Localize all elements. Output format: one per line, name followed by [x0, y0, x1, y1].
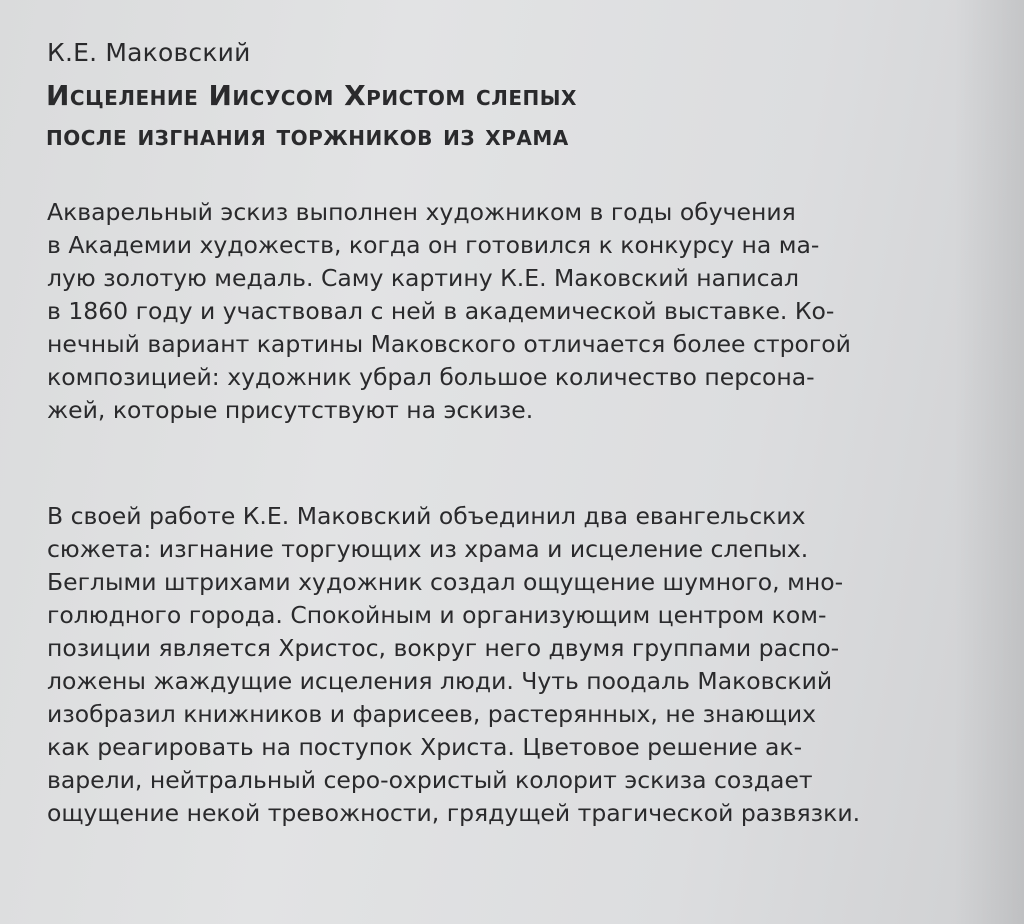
text-line: как реагировать на поступок Христа. Цветовое решение ак- — [47, 733, 803, 761]
title-line: после изгнания торжников из храма — [46, 119, 569, 152]
text-line: варели, нейтральный серо-охристый колорит эскиза создает — [47, 766, 813, 794]
placard-edge-shadow — [954, 0, 1024, 924]
text-line: жей, которые присутствуют на эскизе. — [47, 396, 534, 424]
artist-name: К.Е. Маковский — [47, 38, 251, 67]
description-paragraph-1 — [47, 196, 851, 427]
text-line: голюдного города. Спокойным и организующим центром ком- — [47, 601, 827, 629]
text-line: В своей работе К.Е. Маковский объединил два евангельских — [47, 502, 806, 530]
title-line: Исцеление Иисусом Христом слепых — [46, 79, 577, 112]
text-line: позиции является Христос, вокруг него двумя группами распо- — [47, 634, 840, 662]
text-line: лую золотую медаль. Саму картину К.Е. Маковский написал — [47, 264, 799, 292]
text-line: Беглыми штрихами художник создал ощущение шумного, мно- — [47, 568, 844, 596]
description-paragraph-2 — [47, 500, 860, 830]
text-line: ложены жаждущие исцеления люди. Чуть поодаль Маковский — [47, 667, 833, 695]
text-line: ощущение некой тревожности, грядущей трагической развязки. — [47, 799, 861, 827]
text-line: сюжета: изгнание торгующих из храма и исцеление слепых. — [47, 535, 809, 563]
text-line: нечный вариант картины Маковского отличается более строгой — [47, 330, 851, 358]
artwork-title — [46, 76, 577, 156]
text-line: композицией: художник убрал большое количество персона- — [47, 363, 815, 391]
text-line: в 1860 году и участвовал с ней в академической выставке. Ко- — [47, 297, 835, 325]
text-line: изобразил книжников и фарисеев, растерянных, не знающих — [47, 700, 817, 728]
text-line: Акварельный эскиз выполнен художником в годы обучения — [47, 198, 796, 226]
text-line: в Академии художеств, когда он готовился к конкурсу на ма- — [47, 231, 820, 259]
